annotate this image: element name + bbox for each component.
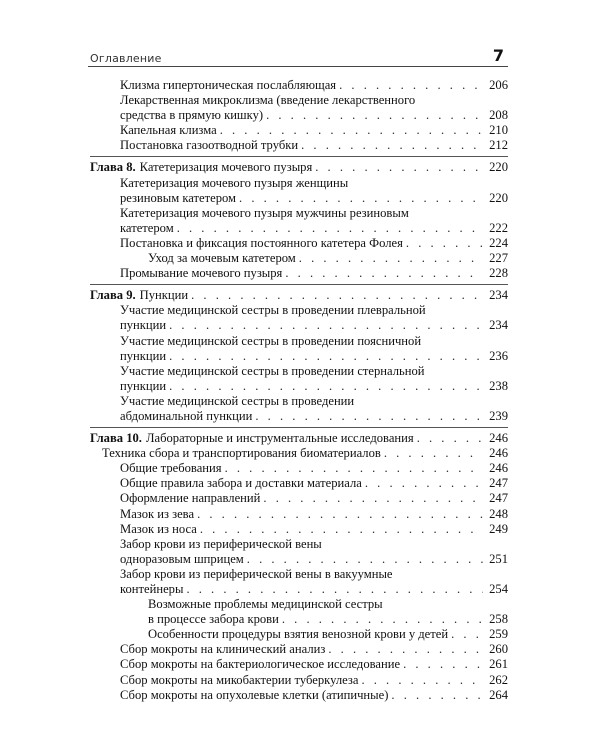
toc-entry-title: Мазок из зева	[120, 506, 195, 521]
toc-page-number: 239	[489, 408, 508, 423]
toc-page-number: 248	[489, 506, 508, 521]
toc-entry-title: одноразовым шприцем	[120, 551, 244, 566]
toc-entry-text-line: Лекарственная микроклизма (введение лекарственного	[120, 93, 416, 108]
toc-entry-title: пункции	[120, 318, 167, 333]
toc-entry[interactable]	[90, 612, 508, 627]
toc-chapter-entry[interactable]	[90, 431, 508, 446]
toc-entry-title: Особенности процедуры взятия венозной крови у детей	[148, 627, 449, 642]
toc-entry[interactable]	[90, 627, 508, 642]
toc-page-number: 234	[489, 288, 508, 303]
toc-entry[interactable]	[90, 446, 508, 461]
dot-leader	[365, 476, 483, 491]
toc-page-number: 260	[489, 642, 508, 657]
toc-entry-title: пункции	[120, 378, 167, 393]
toc-page-number: 247	[489, 476, 508, 491]
toc-chapter-entry[interactable]	[90, 288, 508, 303]
toc-entry[interactable]	[90, 379, 508, 394]
chapter-number: Глава 9.	[90, 288, 136, 303]
toc-entry[interactable]	[90, 673, 508, 688]
dot-leader	[406, 236, 483, 251]
toc-entry-title: Постановка газоотводной трубки	[120, 138, 299, 153]
dot-leader	[197, 507, 483, 522]
toc-entry-title: резиновым катетером	[120, 190, 237, 205]
dot-leader	[301, 138, 483, 153]
toc-entry-title: Общие правила забора и доставки материала	[120, 476, 362, 491]
toc-entry-title: Общие требования	[120, 461, 222, 476]
dot-leader	[220, 123, 483, 138]
toc-entry[interactable]	[90, 642, 508, 657]
toc-entry-title: Сбор мокроты на микобактерии туберкулеза	[120, 672, 359, 687]
toc-entry-title: Катетеризация мочевого пузыря	[139, 160, 313, 175]
toc-entry[interactable]	[90, 108, 508, 123]
toc-entry-text-line: Участие медицинской сестры в проведении стернальной	[120, 363, 425, 378]
toc-entry[interactable]	[90, 461, 508, 476]
toc-chapter-entry[interactable]	[90, 160, 508, 175]
toc-entry-text-line: Участие медицинской сестры в проведении поясничной	[120, 333, 422, 348]
toc-page-number: 224	[489, 235, 508, 250]
toc-page-number: 249	[489, 521, 508, 536]
toc-entry-title: Лабораторные и инструментальные исследования	[145, 431, 414, 446]
toc-entry[interactable]	[90, 251, 508, 266]
dot-leader	[391, 688, 483, 703]
toc-entry[interactable]	[90, 507, 508, 522]
toc-page-number: 258	[489, 612, 508, 627]
toc-entry[interactable]	[90, 552, 508, 567]
toc-entry-title: Сбор мокроты на бактериологическое исследование	[120, 657, 401, 672]
dot-leader	[403, 657, 483, 672]
toc-page-number: 264	[489, 687, 508, 702]
dot-leader	[451, 627, 483, 642]
dot-leader	[225, 461, 483, 476]
section-divider	[90, 156, 508, 157]
toc-page-number: 246	[489, 431, 508, 446]
dot-leader	[200, 522, 483, 537]
toc-page-number: 261	[489, 657, 508, 672]
dot-leader	[328, 642, 483, 657]
toc-entry[interactable]	[90, 491, 508, 506]
toc-page-number: 227	[489, 251, 508, 266]
dot-leader	[315, 160, 483, 175]
toc-entry[interactable]	[90, 191, 508, 206]
toc-entry[interactable]	[90, 688, 508, 703]
toc-entry[interactable]	[90, 349, 508, 364]
dot-leader	[239, 191, 483, 206]
toc-entry[interactable]	[90, 138, 508, 153]
dot-leader	[169, 379, 483, 394]
toc-entry-text-line: Забор крови из периферической вены в вакуумные	[120, 566, 393, 581]
toc-entry[interactable]	[90, 409, 508, 424]
toc-page-number: 247	[489, 491, 508, 506]
toc-entry-title: Сбор мокроты на клинический анализ	[120, 642, 326, 657]
dot-leader	[266, 108, 483, 123]
toc-entry-text-line: Катетеризация мочевого пузыря мужчины резиновым	[120, 205, 409, 220]
toc-page-number: 212	[489, 138, 508, 153]
toc-entry-text-line: Участие медицинской сестры в проведении плевральной	[120, 303, 426, 318]
toc-page-number: 246	[489, 461, 508, 476]
dot-leader	[282, 612, 483, 627]
dot-leader	[191, 288, 483, 303]
dot-leader	[361, 673, 483, 688]
toc-entry-title: Постановка и фиксация постоянного катетера Фолея	[120, 235, 403, 250]
toc-entry-title: катетером	[120, 220, 174, 235]
toc-entry-text-line: Забор крови из периферической вены	[120, 536, 322, 551]
toc-entry[interactable]	[90, 318, 508, 333]
toc-page-number: 246	[489, 446, 508, 461]
toc-entry[interactable]	[90, 221, 508, 236]
toc-entry-title: Капельная клизма	[120, 123, 217, 138]
toc-entry[interactable]	[90, 123, 508, 138]
toc-page-number: 238	[489, 378, 508, 393]
toc-entry-title: Промывание мочевого пузыря	[120, 266, 283, 281]
running-header-section: Оглавление	[90, 52, 162, 65]
toc-entry-title: в процессе забора крови	[148, 612, 279, 627]
toc-entry-text-line: Катетеризация мочевого пузыря женщины	[120, 175, 349, 190]
toc-entry[interactable]	[90, 582, 508, 597]
toc-page-number: 259	[489, 627, 508, 642]
section-divider	[90, 427, 508, 428]
dot-leader	[417, 431, 483, 446]
toc-entry[interactable]	[90, 657, 508, 672]
toc-entry-title: Сбор мокроты на опухолевые клетки (атипичные)	[120, 687, 389, 702]
dot-leader	[384, 446, 483, 461]
toc-entry[interactable]	[90, 236, 508, 251]
toc-entry[interactable]	[90, 78, 508, 93]
page-number: 7	[492, 46, 504, 65]
toc-entry-title: средства в прямую кишку)	[120, 108, 264, 123]
toc-entry-title: Пункции	[139, 288, 189, 303]
toc-page-number: 228	[489, 266, 508, 281]
toc-page-number: 208	[489, 108, 508, 123]
chapter-number: Глава 8.	[90, 160, 136, 175]
toc-page-number: 220	[489, 190, 508, 205]
toc-entry-title: Оформление направлений	[120, 491, 261, 506]
toc-page-number: 222	[489, 220, 508, 235]
dot-leader	[247, 552, 483, 567]
toc-page-number: 206	[489, 78, 508, 92]
header-rule	[88, 66, 508, 67]
dot-leader	[169, 349, 483, 364]
toc-page-number: 251	[489, 551, 508, 566]
section-divider	[90, 284, 508, 285]
toc-entry-title: контейнеры	[120, 582, 184, 596]
dot-leader	[263, 491, 483, 506]
toc-entry-title: Техника сбора и транспортирования биоматериалов	[102, 446, 381, 461]
toc-page-number: 220	[489, 160, 508, 175]
toc-page-number: 262	[489, 672, 508, 687]
toc-entry-title: Уход за мочевым катетером	[148, 251, 296, 266]
toc-page-number: 236	[489, 348, 508, 363]
toc-entry-title: абдоминальной пункции	[120, 408, 253, 423]
toc-entry[interactable]	[90, 522, 508, 537]
chapter-number: Глава 10.	[90, 431, 142, 446]
dot-leader	[169, 318, 483, 333]
dot-leader	[299, 251, 483, 266]
toc-page-number: 210	[489, 123, 508, 138]
dot-leader	[339, 78, 483, 93]
table-of-contents	[90, 78, 508, 703]
toc-entry[interactable]	[90, 266, 508, 281]
toc-entry-title: Клизма гипертоническая послабляющая	[120, 78, 337, 92]
toc-entry-text-line: Возможные проблемы медицинской сестры	[148, 597, 383, 612]
toc-entry-title: пункции	[120, 348, 167, 363]
dot-leader	[285, 266, 483, 281]
toc-page-number: 254	[489, 582, 508, 596]
toc-entry-title: Мазок из носа	[120, 521, 197, 536]
dot-leader	[186, 582, 483, 597]
toc-entry[interactable]	[90, 476, 508, 491]
toc-page-number: 234	[489, 318, 508, 333]
dot-leader	[255, 409, 483, 424]
dot-leader	[177, 221, 483, 236]
toc-entry-text-line: Участие медицинской сестры в проведении	[120, 393, 355, 408]
